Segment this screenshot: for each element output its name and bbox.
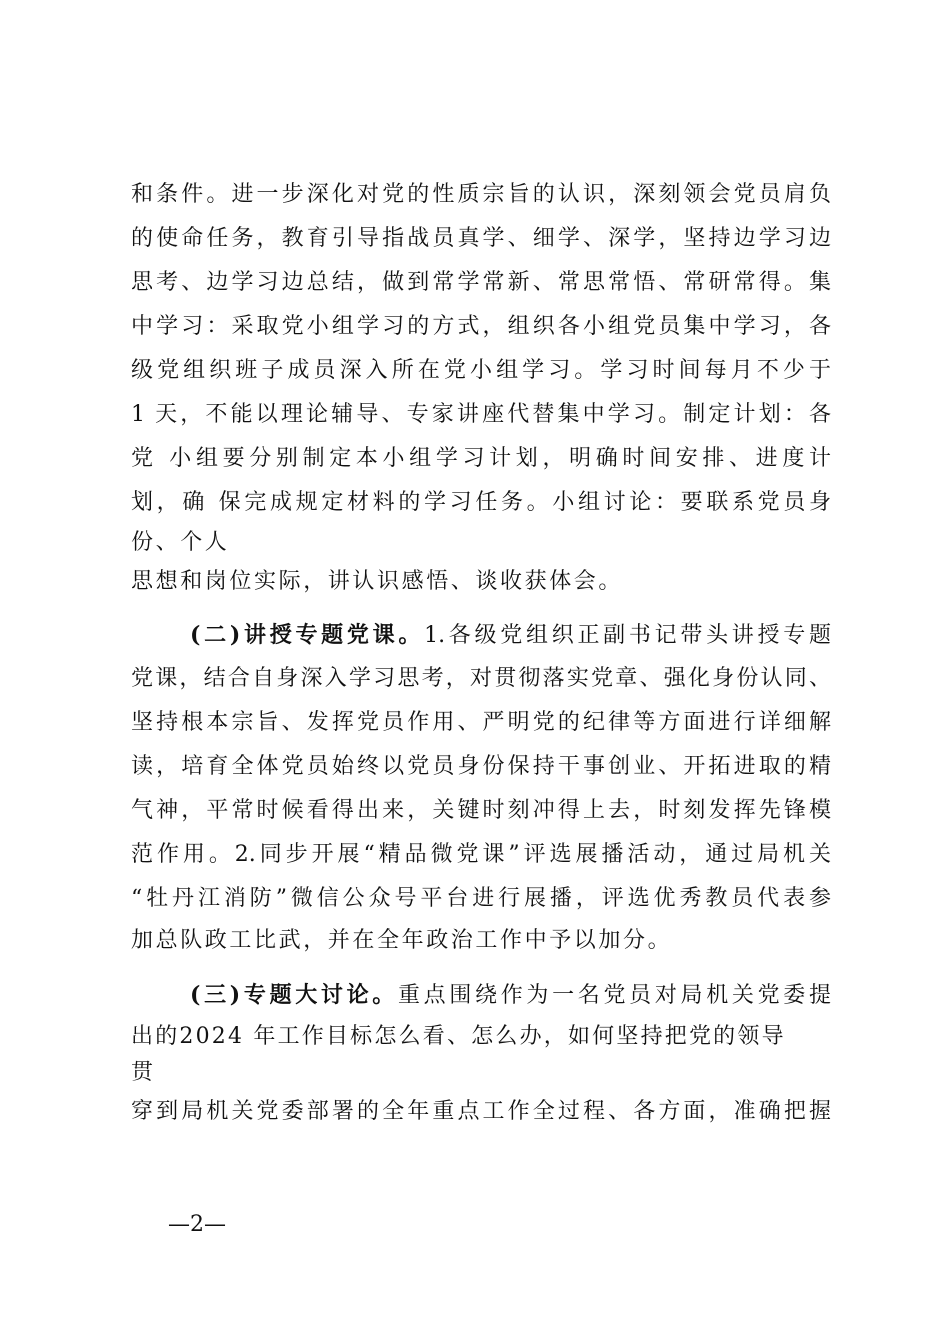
body-text-line: 党 小组要分别制定本小组学习计划，明确时间安排、进度计 <box>131 446 831 471</box>
body-text-line: 思考、边学习边总结，做到常学常新、常思常悟、常研常得。集 <box>131 270 831 295</box>
body-text-line: 份、个人 <box>131 530 230 555</box>
body-text-line: 思想和岗位实际，讲认识感悟、谈收获体会。 <box>131 569 624 594</box>
body-text-line: 1 天，不能以理论辅导、专家讲座代替集中学习。制定计划：各 <box>131 402 831 427</box>
section-2-heading: (二)讲授专题党课。 <box>190 622 425 648</box>
body-text-line: 和条件。进一步深化对党的性质宗旨的认识，深刻领会党员肩负 <box>131 182 831 207</box>
body-text-line: 贯 <box>131 1060 156 1085</box>
body-text-line: 中学习：采取党小组学习的方式，组织各小组党员集中学习，各 <box>131 314 831 339</box>
page-number: —2— <box>168 1212 226 1237</box>
body-text-line: 坚持根本宗旨、发挥党员作用、严明党的纪律等方面进行详细解 <box>131 710 831 735</box>
body-text-line: 的使命任务，教育引导指战员真学、细学、深学，坚持边学习边 <box>131 226 831 251</box>
body-text-line: 划，确 保完成规定材料的学习任务。小组讨论：要联系党员身 <box>131 490 831 515</box>
body-text-line: “牡丹江消防”微信公众号平台进行展播，评选优秀教员代表参 <box>131 886 831 911</box>
body-text-line: 加总队政工比武，并在全年政治工作中予以加分。 <box>131 928 673 953</box>
body-text-line: 党课，结合自身深入学习思考，对贯彻落实党章、强化身份认同、 <box>131 666 831 691</box>
section-2-first-line <box>190 620 831 650</box>
section-3-heading: (三)专题大讨论。 <box>190 982 398 1008</box>
body-text-line: 级党组织班子成员深入所在党小组学习。学习时间每月不少于 <box>131 358 831 383</box>
section-3-first-line-text: 重点围绕作为一名党员对局机关党委提 <box>398 983 831 1008</box>
body-text-line: 出的2024 年工作目标怎么看、怎么办，如何坚持把党的领导 <box>131 1024 786 1049</box>
body-text-line: 读，培育全体党员始终以党员身份保持干事创业、开拓进取的精 <box>131 754 831 779</box>
section-3-first-line <box>190 980 831 1010</box>
section-2-first-line-text: 1.各级党组织正副书记带头讲授专题 <box>424 623 831 648</box>
body-text-line: 范作用。2.同步开展“精品微党课”评选展播活动，通过局机关 <box>131 842 831 867</box>
body-text-line: 穿到局机关党委部署的全年重点工作全过程、各方面，准确把握 <box>131 1099 831 1124</box>
body-text-line: 气神，平常时候看得出来，关键时刻冲得上去，时刻发挥先锋模 <box>131 798 831 823</box>
